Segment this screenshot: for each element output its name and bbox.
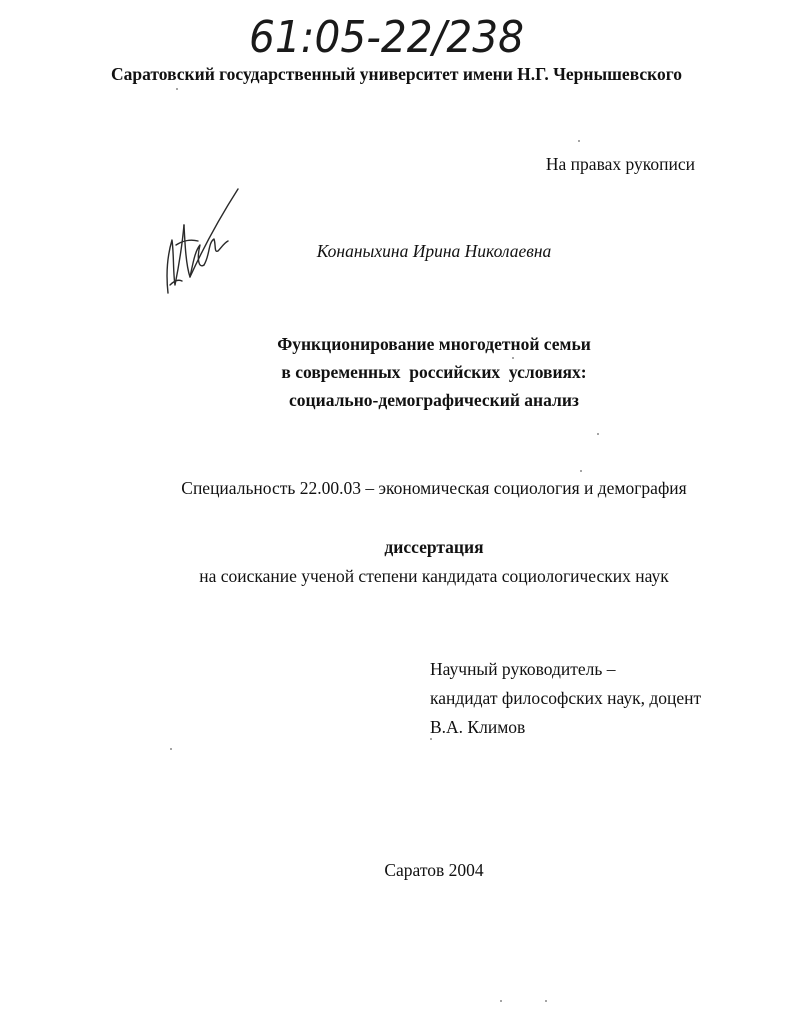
scan-speck [500, 1000, 502, 1002]
document-type: диссертация [384, 537, 484, 557]
scan-speck [597, 433, 599, 435]
university-name: Саратовский государственный университет имени Н.Г. Чернышевского [111, 64, 682, 84]
advisor-block [430, 655, 701, 742]
title-line-1: Функционирование многодетной семьи [277, 334, 591, 354]
city-and-year: Саратов 2004 [384, 860, 484, 880]
scan-speck [176, 88, 178, 90]
title-line-2: в современных российских условиях: [281, 362, 587, 382]
degree-line: на соискание ученой степени кандидата социологических наук [199, 566, 669, 586]
archive-code-handwritten [245, 6, 535, 64]
scan-speck [545, 1000, 547, 1002]
manuscript-rights: На правах рукописи [545, 154, 695, 174]
scan-speck [430, 738, 432, 740]
author-name: Конаныхина Ирина Николаевна [316, 241, 552, 261]
title-line-3: социально-демографический анализ [289, 390, 579, 410]
scan-speck [578, 140, 580, 142]
scan-speck [580, 470, 582, 472]
archive-code-text: 61:05-22/238 [249, 12, 524, 63]
dissertation-title [0, 330, 793, 414]
advisor-role: Научный руководитель – [430, 659, 616, 679]
advisor-name: В.А. Климов [430, 717, 526, 737]
scan-speck [512, 357, 514, 359]
advisor-credentials: кандидат философских наук, доцент [430, 688, 702, 708]
scan-speck [170, 748, 172, 750]
specialty-line: Специальность 22.00.03 – экономическая социология и демография [181, 478, 687, 498]
